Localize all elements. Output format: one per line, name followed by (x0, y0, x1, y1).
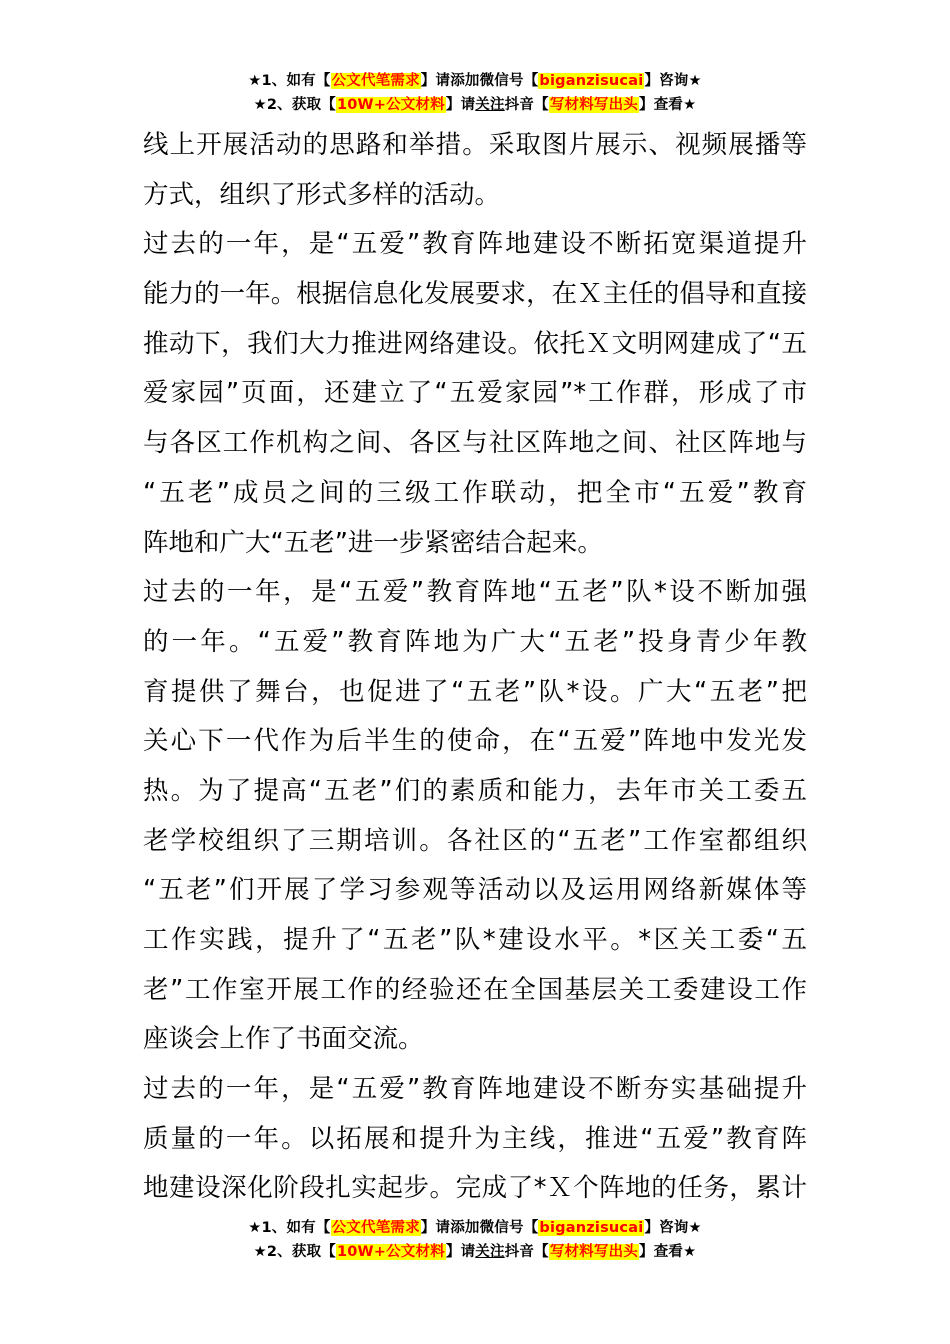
banner-line-2-mid: 】请 (445, 97, 476, 113)
banner-line-2-mid2: 抖音【 (504, 97, 549, 113)
body-line: 线上开展活动的思路和举措。采取图片展示、视频展播等 (143, 130, 807, 160)
banner-line-1-highlight-service: 公文代笔需求 (331, 73, 420, 89)
body-line: 工作实践，提升了“五老”队*建设水平。*区关工委“五 (143, 925, 807, 955)
body-line: “五老”们开展了学习参观等活动以及运用网络新媒体等 (143, 875, 807, 906)
footer-line-2-emphasis: 关注 (475, 1244, 505, 1260)
footer-banner (0, 1216, 950, 1264)
footer-line-2-prefix: ★2、获取【 (253, 1244, 336, 1260)
body-line: “五老”成员之间的三级工作联动，把全市“五爱”教育 (143, 477, 807, 508)
body-line: 育提供了舞台，也促进了“五老”队*设。广大“五老”把 (143, 676, 807, 707)
banner-line-1-mid: 】请 (420, 73, 451, 89)
body-line: 热。为了提高“五老”们的素质和能力，去年市关工委五 (143, 775, 807, 806)
body-line: 老”工作室开展工作的经验还在全国基层关工委建设工作 (143, 974, 807, 1005)
document-body (143, 121, 807, 1214)
body-line: 过去的一年，是“五爱”教育阵地建设不断拓宽渠道提升 (143, 229, 807, 260)
banner-line-2-emphasis: 关注 (475, 97, 505, 113)
body-line: 质量的一年。以拓展和提升为主线，推进“五爱”教育阵 (143, 1123, 807, 1154)
footer-line-1-mid2: 微信号【 (479, 1220, 539, 1236)
body-line: 方式，组织了形式多样的活动。 (143, 179, 501, 210)
body-line: 座谈会上作了书面交流。 (143, 1024, 424, 1055)
body-line: 推动下，我们大力推进网络建设。依托Ｘ文明网建成了“五 (143, 328, 807, 359)
footer-line-1-mid: 】请 (420, 1220, 451, 1236)
footer-line-2-highlight-douyin: 写材料写出头 (549, 1244, 639, 1260)
banner-line-1-suffix: 】咨询★ (644, 73, 702, 89)
banner-line-1-highlight-wechat: biganzisucai (539, 73, 644, 89)
body-line: 过去的一年，是“五爱”教育阵地建设不断夯实基础提升 (143, 1074, 807, 1105)
banner-line-1-mid2: 微信号【 (479, 73, 539, 89)
footer-line-2-mid2: 抖音【 (504, 1244, 549, 1260)
banner-line-2-highlight-materials: 10W+公文材料 (336, 97, 445, 113)
body-line: 爱家园”页面，还建立了“五爱家园”*工作群，形成了市 (143, 378, 807, 409)
body-line: 与各区工作机构之间、各区与社区阵地之间、社区阵地与 (143, 428, 807, 459)
body-line: 能力的一年。根据信息化发展要求，在Ｘ主任的倡导和直接 (143, 279, 807, 310)
header-banner (0, 69, 950, 117)
banner-line-1 (0, 69, 950, 93)
banner-line-2-suffix: 】查看★ (639, 97, 697, 113)
footer-line-1 (0, 1216, 950, 1240)
banner-line-2-highlight-douyin: 写材料写出头 (549, 97, 639, 113)
body-line: 老学校组织了三期培训。各社区的“五老”工作室都组织 (143, 825, 807, 856)
banner-line-2-prefix: ★2、获取【 (253, 97, 336, 113)
footer-line-2-suffix: 】查看★ (639, 1244, 697, 1260)
body-line: 过去的一年，是“五爱”教育阵地“五老”队*设不断加强 (143, 577, 807, 608)
footer-line-1-highlight-wechat: biganzisucai (539, 1220, 644, 1236)
body-line: 的一年。“五爱”教育阵地为广大“五老”投身青少年教 (143, 626, 807, 657)
banner-line-1-emphasis: 添加 (450, 73, 480, 89)
body-line: 关心下一代作为后半生的使命，在“五爱”阵地中发光发 (143, 726, 807, 757)
footer-line-1-suffix: 】咨询★ (644, 1220, 702, 1236)
footer-line-2 (0, 1240, 950, 1264)
body-line: 地建设深化阶段扎实起步。完成了*Ｘ个阵地的任务，累计 (143, 1173, 807, 1204)
footer-line-1-prefix: ★1、如有【 (248, 1220, 331, 1236)
footer-line-2-highlight-materials: 10W+公文材料 (336, 1244, 445, 1260)
footer-line-1-emphasis: 添加 (450, 1220, 480, 1236)
body-line: 阵地和广大“五老”进一步紧密结合起来。 (143, 527, 603, 558)
banner-line-2 (0, 93, 950, 117)
footer-line-2-mid: 】请 (445, 1244, 476, 1260)
footer-line-1-highlight-service: 公文代笔需求 (331, 1220, 420, 1236)
banner-line-1-prefix: ★1、如有【 (248, 73, 331, 89)
